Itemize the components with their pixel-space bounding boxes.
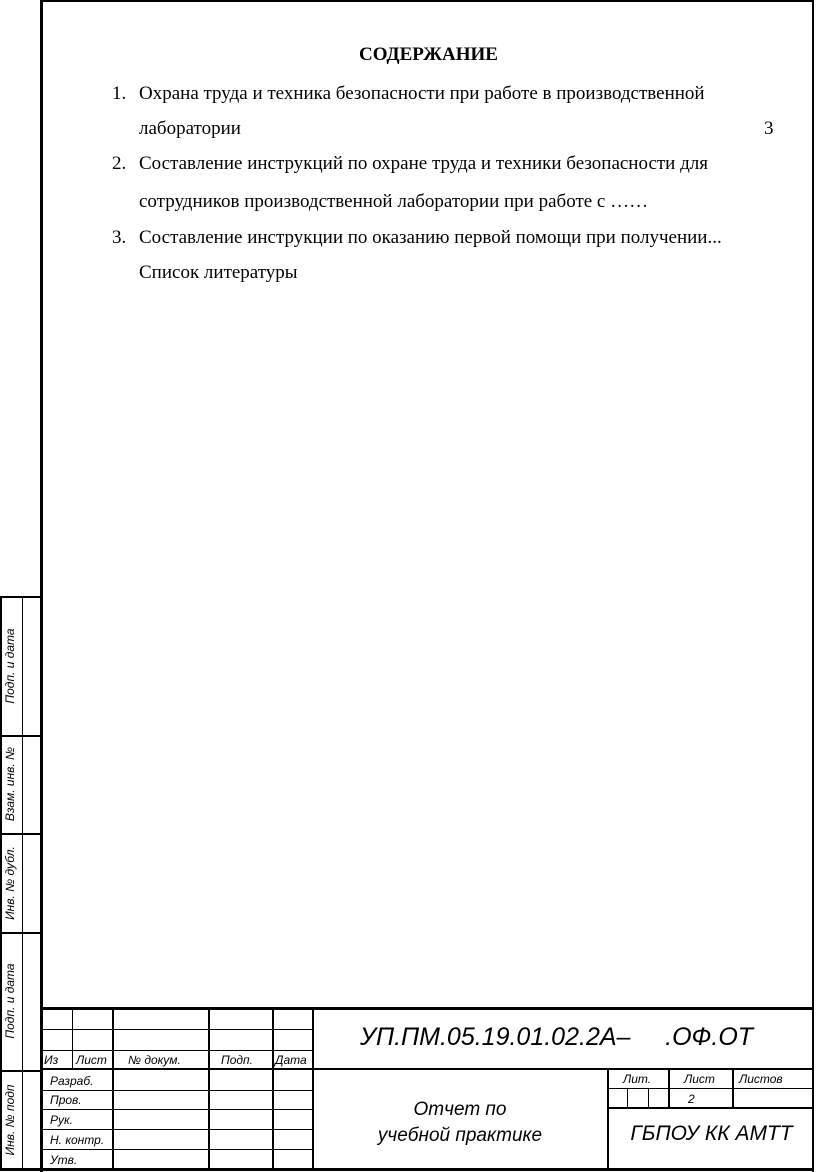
stamp-lit-bottom-line	[607, 1107, 814, 1109]
toc-item-2-line2: сотрудников производственной лаборатории при работе с ……	[139, 191, 649, 212]
stamp-sheet-label: Лист	[684, 1072, 715, 1086]
stamp-role-developer: Разраб.	[50, 1074, 94, 1088]
stamp-col-list	[112, 1008, 114, 1170]
stamp-lit-label: Лит.	[623, 1072, 652, 1086]
stamp-doc-code: УП.ПМ.05.19.01.02.2А– .ОФ.ОТ	[360, 1023, 754, 1051]
stamp-header-sign: Подп.	[221, 1053, 253, 1067]
frame-bottom-border	[0, 1168, 814, 1171]
toc-bibliography: Список литературы	[139, 262, 298, 283]
stamp-lit-sub-1	[627, 1088, 628, 1108]
toc-item-1-page: 3	[764, 118, 774, 139]
stamp-header-date: Дата	[275, 1053, 307, 1067]
toc-item-3-number: 3.	[112, 227, 127, 248]
stamp-col-sheets	[732, 1069, 734, 1109]
stamp-title-line1: Отчет по	[413, 1099, 507, 1120]
toc-title: СОДЕРЖАНИЕ	[359, 44, 498, 65]
stamp-role-norm-control: Н. контр.	[50, 1133, 105, 1147]
frame-left-border	[40, 0, 43, 1172]
stamp-sheets-label: Листов	[739, 1072, 783, 1086]
stamp-lit-row-line	[607, 1088, 814, 1089]
stamp-sheet-value: 2	[688, 1092, 695, 1106]
stamp-header-list: Лист	[76, 1053, 107, 1067]
stamp-role-approved: Утв.	[50, 1153, 78, 1167]
side-stamp-inner-line	[22, 596, 23, 1171]
stamp-right-section-left	[607, 1069, 609, 1170]
toc-item-1-line2: лаборатории	[139, 118, 241, 139]
stamp-role-supervisor: Рук.	[50, 1113, 74, 1127]
side-stamp-left-line	[0, 596, 2, 1171]
stamp-title-line2: учебной практике	[377, 1125, 543, 1146]
side-label-orig-inv: Инв. № подп	[3, 1084, 17, 1156]
side-label-sign-date-1: Подп. и дата	[3, 628, 17, 704]
stamp-col-iz	[72, 1008, 73, 1070]
side-label-dup-inv: Инв. № дубл.	[3, 846, 17, 920]
toc-item-2-number: 2.	[112, 153, 127, 174]
stamp-col-doc	[208, 1008, 210, 1170]
stamp-header-doc-num: № докум.	[128, 1053, 181, 1067]
stamp-col-sign	[272, 1008, 274, 1170]
side-label-replace-inv: Взам. инв. №	[3, 746, 17, 822]
frame-right-border	[812, 0, 814, 1172]
stamp-col-sheet	[668, 1069, 670, 1109]
stamp-lit-sub-2	[648, 1088, 649, 1108]
stamp-header-iz: Из	[44, 1053, 59, 1067]
toc-item-1-number: 1.	[112, 83, 127, 104]
stamp-top-line	[40, 1007, 814, 1010]
toc-item-1-line1: Охрана труда и техника безопасности при работе в производственной	[139, 83, 705, 104]
toc-item-3-line1: Составление инструкции по оказанию первой помощи при получении...	[139, 227, 722, 248]
toc-item-2-line1: Составление инструкций по охране труда и техники безопасности для	[139, 153, 708, 174]
stamp-header-bottom-line	[40, 1068, 814, 1070]
side-label-sign-date-2: Подп. и дата	[3, 963, 17, 1039]
stamp-role-checked: Пров.	[50, 1093, 82, 1107]
stamp-organization: ГБПОУ КК АМТТ	[630, 1122, 793, 1145]
frame-top-border	[40, 0, 814, 2]
